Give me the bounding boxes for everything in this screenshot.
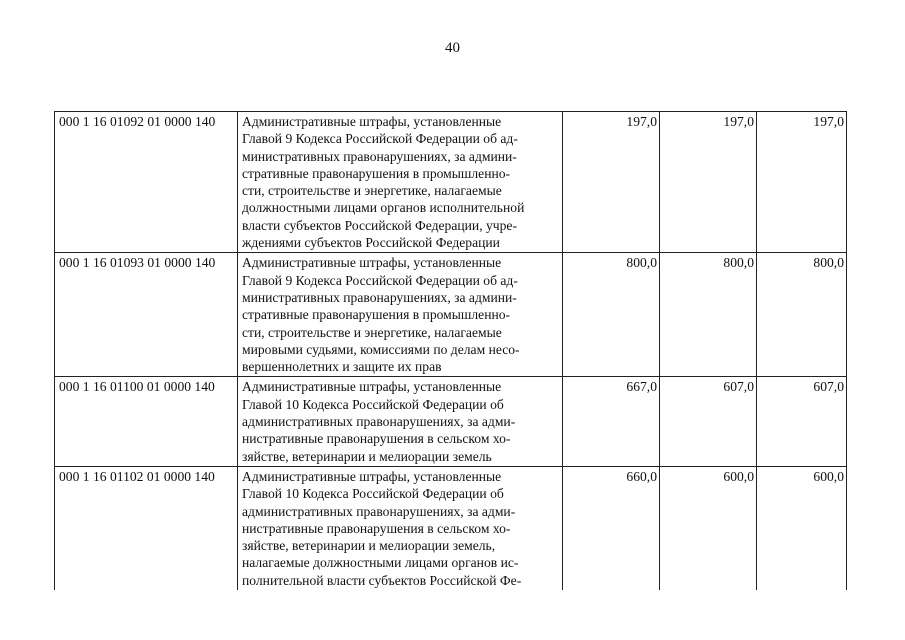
amount-cell: 607,0 (660, 377, 757, 466)
revenue-description-cell (238, 466, 563, 590)
description-line: мировыми судьями, комиссиями по делам несо- (242, 341, 520, 357)
description-line: административных правонарушениях, за адми- (242, 503, 516, 519)
description-line: Административные штрафы, установленные (242, 114, 502, 129)
amount-cell: 197,0 (757, 112, 847, 253)
description-line: стративные правонарушения в промышленно- (242, 307, 511, 323)
description-line: Административные штрафы, установленные (242, 468, 502, 484)
amount-cell: 660,0 (563, 466, 660, 590)
description-line: ждениями субъектов Российской Федерации (242, 235, 500, 251)
amount-cell: 800,0 (563, 253, 660, 377)
table-row (55, 112, 847, 253)
page-number: 40 (445, 40, 460, 56)
table-row (55, 466, 847, 590)
amount-cell: 800,0 (660, 253, 757, 377)
description-line: Главой 10 Кодекса Российской Федерации об (242, 486, 504, 502)
description-line: должностными лицами органов исполнительной (242, 200, 525, 216)
description-line: сти, строительстве и энергетике, налагаемые (242, 183, 502, 199)
description-line: Административные штрафы, установленные (242, 255, 502, 271)
revenue-code-cell: 000 1 16 01093 01 0000 140 (55, 253, 238, 377)
description-line: вершеннолетних и защите их прав (242, 359, 442, 375)
description-line: полнительной власти субъектов Российской Фе- (242, 572, 522, 588)
revenue-code-cell: 000 1 16 01092 01 0000 140 (55, 112, 238, 253)
description-line: Административные штрафы, установленные (242, 379, 502, 395)
description-line: министративных правонарушениях, за админи- (242, 289, 517, 305)
description-line: стративные правонарушения в промышленно- (242, 165, 511, 181)
description-line: сти, строительстве и энергетике, налагаемые (242, 324, 502, 340)
description-line: Главой 9 Кодекса Российской Федерации об ад- (242, 131, 518, 147)
description-line: нистративные правонарушения в сельском хо- (242, 520, 511, 536)
description-line: зяйстве, ветеринарии и мелиорации земель, (242, 538, 496, 554)
budget-revenue-table (54, 111, 847, 590)
description-line: административных правонарушениях, за адми- (242, 414, 516, 430)
table-row (55, 377, 847, 466)
revenue-description-cell (238, 112, 563, 253)
description-line: Главой 9 Кодекса Российской Федерации об ад- (242, 272, 518, 288)
amount-cell: 667,0 (563, 377, 660, 466)
revenue-description-cell (238, 377, 563, 466)
amount-cell: 800,0 (757, 253, 847, 377)
revenue-code-cell: 000 1 16 01102 01 0000 140 (55, 466, 238, 590)
description-line: налагаемые должностными лицами органов ис- (242, 555, 519, 571)
amount-cell: 197,0 (563, 112, 660, 253)
table-row (55, 253, 847, 377)
amount-cell: 197,0 (660, 112, 757, 253)
description-line: нистративные правонарушения в сельском хо- (242, 431, 511, 447)
description-line: министративных правонарушениях, за админи- (242, 148, 517, 164)
revenue-code-cell: 000 1 16 01100 01 0000 140 (55, 377, 238, 466)
description-line: зяйстве, ветеринарии и мелиорации земель (242, 448, 492, 464)
description-line: власти субъектов Российской Федерации, учре- (242, 217, 517, 233)
description-line: Главой 10 Кодекса Российской Федерации об (242, 396, 504, 412)
amount-cell: 607,0 (757, 377, 847, 466)
amount-cell: 600,0 (660, 466, 757, 590)
revenue-description-cell (238, 253, 563, 377)
amount-cell: 600,0 (757, 466, 847, 590)
